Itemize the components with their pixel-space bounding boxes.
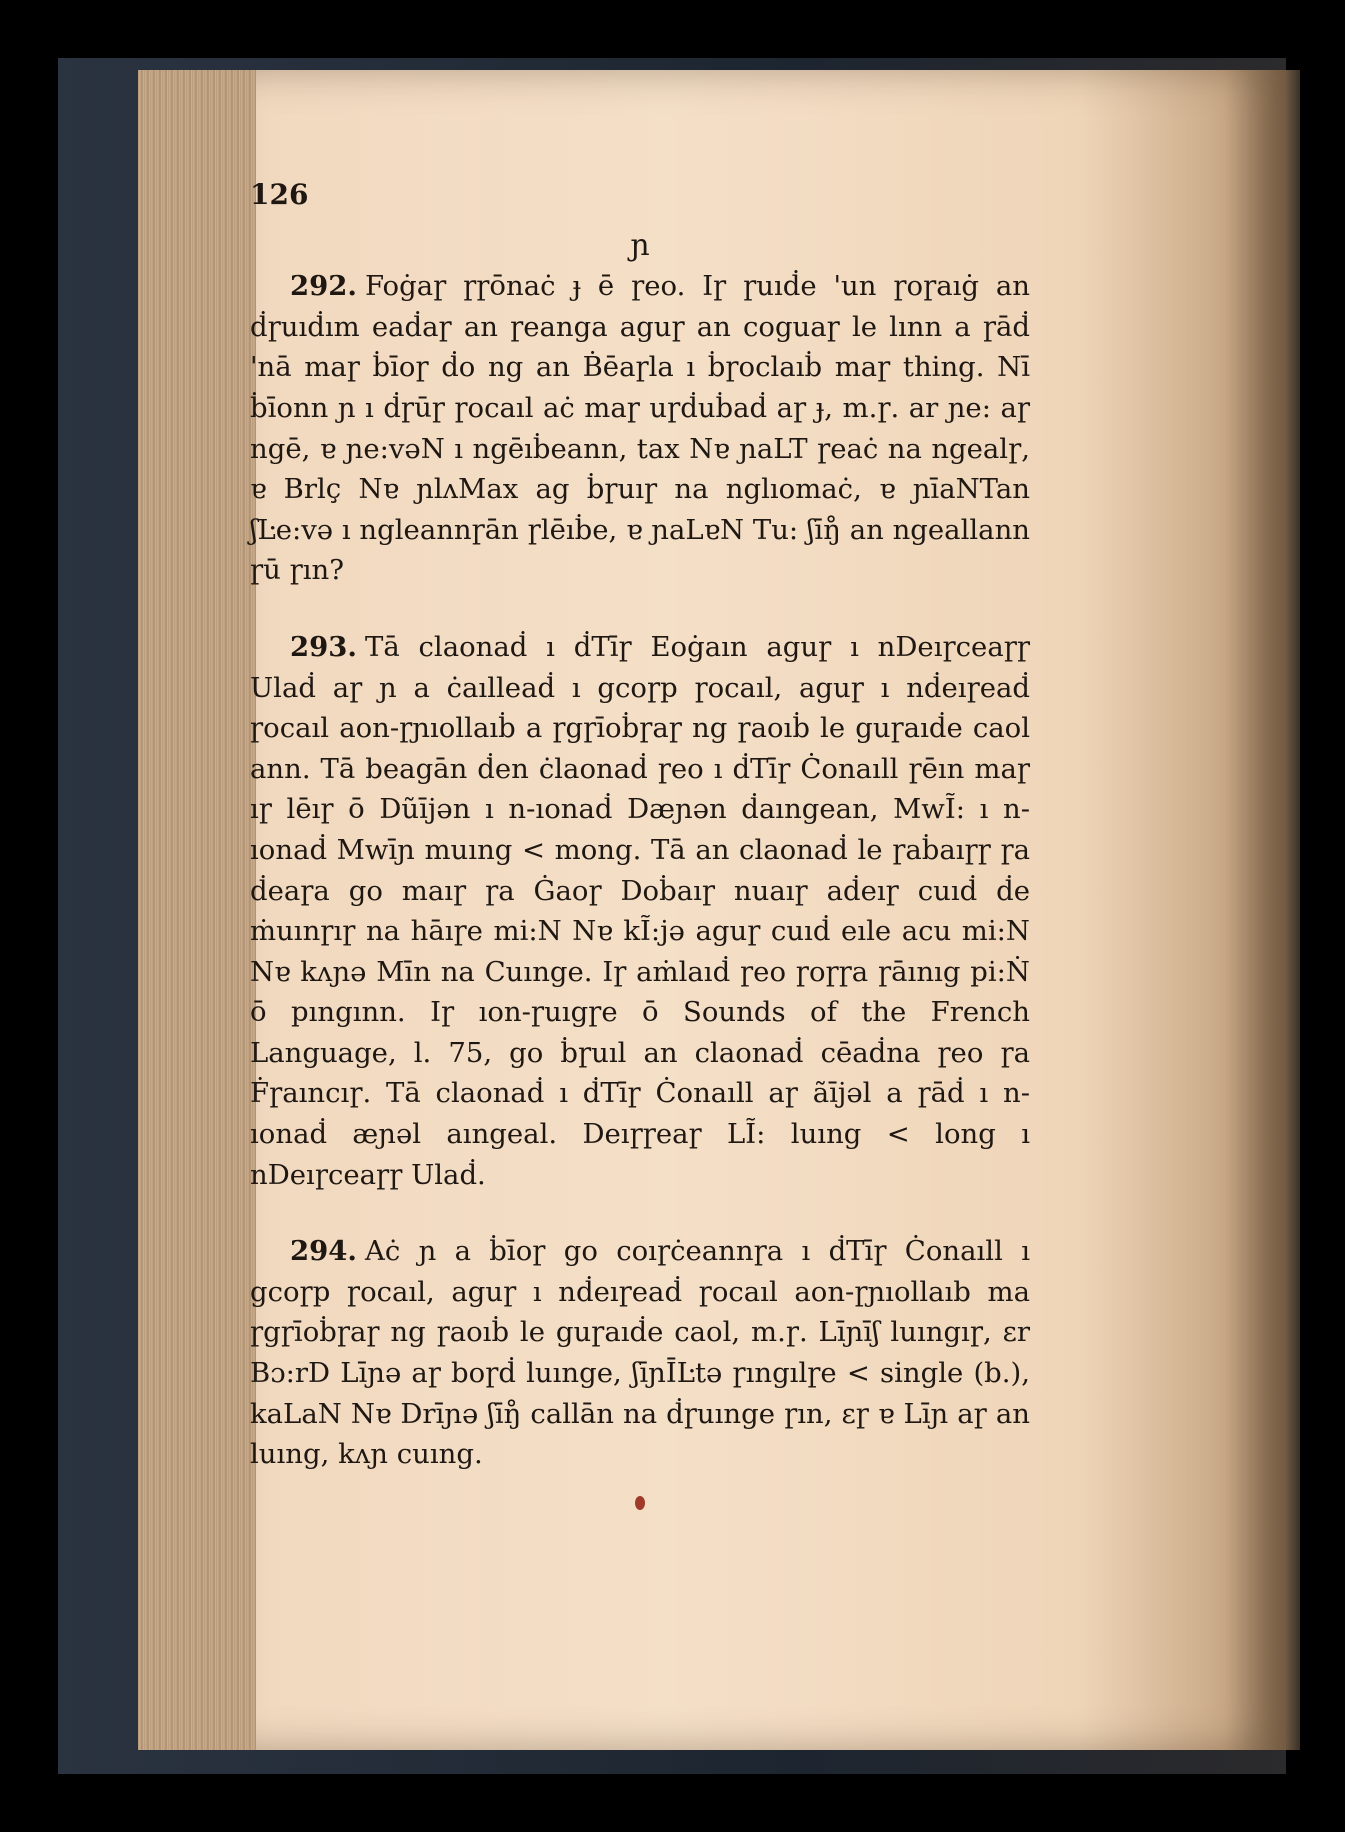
paragraph-294 — [250, 1231, 1030, 1475]
page-edges — [138, 70, 258, 1750]
page-number: 126 — [250, 178, 309, 211]
section-heading: ɲ — [630, 227, 650, 263]
page-text — [250, 175, 1030, 1521]
paragraph-body: Aċ ɲ a ḃīoɼ go coıɼċeannɼa ı ḋTīɼ Ċonaıll ı gcoɼp ɼocaıl, aguɼ ı nḋeıɼeaḋ ɼocaıl aon-ɼɲıollaıb ma ɼgɼīoḃɼaɼ ng ɼaoıḃ le guɼaıḋe caol, m.ɼ. Līɲīʃ luıngıɼ, ɛr Bɔ:rD Līɲə aɼ boɼḋ luınge, ʃīɲĪĿtə ɼıngılɼe < single (b.), kaLaN Nɐ Drīɲə ʃīŋ̊ callān na ḋɼuınge ɼın, ɛɼ ɐ Līɲ aɼ an luıng, kʌɲ cuıng. — [250, 1235, 1030, 1471]
paragraph-292 — [250, 266, 1030, 591]
paragraph-number: 294. — [290, 1235, 357, 1268]
paragraph-number: 292. — [290, 270, 357, 303]
binding-edge — [1286, 70, 1300, 1750]
paragraph-body: Foġaɼ ɼɼōnaċ ɟ ē ɼeo. Iɼ ɼuıḋe 'un ɼoɼaıġ an ḋɼuıḋım eaḋaɼ an ɼeanga aguɼ an coguaɼ le lınn a ɼāḋ 'nā maɼ ḃīoɼ ḋo ng an Ḃēaɼla ı ḃɼoclaıḃ maɼ thing. Nī ḃīonn ɲ ı ḋɼūɼ ɼocaıl aċ maɼ uɼḋuḃaḋ aɼ ɟ, m.ɼ. ar ɲe: aɼ ngē, ɐ ɲe:vəN ı ngēıḃeann, tax Nɐ ɲaLT ɼeaċ na ngealɼ, ɐ Brlç Nɐ ɲlʌMax ag ḃɼuıɼ na nglıomaċ, ɐ ɲīaNTan ʃĿe:və ı ngleannɼān ɼlēıḃe, ɐ ɲaLɐN Tu: ʃīŋ̊ an ngeallann ɼū ɼın? — [250, 270, 1030, 587]
paragraph-body: Tā claonaḋ ı ḋTīɼ Eoġaın aguɼ ı nDeıɼceaɼɼ Ulaḋ aɼ ɲ a ċaılleaḋ ı gcoɼp ɼocaıl, aguɼ ı nḋeıɼeaḋ ɼocaıl aon-ɼɲıollaıḃ a ɼgɼīoḃɼaɼ ng ɼaoıḃ le guɼaıḋe caol ann. Tā beagān ḋen ċlaonaḋ ɼeo ı ḋTīɼ Ċonaıll ɼēın maɼ ıɼ lēıɼ ō Dũījən ı n-ıonaḋ Dæɲən ḋaıngean, MwĨ: ı n-ıonaḋ Mwīɲ muıng < mong. Tā an claonaḋ le ɼaḃaıɼɼ ɼa ḋeaɼa go maıɼ ɼa Ġaoɼ Doḃaıɼ nuaıɼ aḋeıɼ cuıḋ ḋe ṁuınɼıɼ na hāıɼe mi:N Nɐ kĨ:jə aguɼ cuıḋ eıle acu mi:N Nɐ kʌɲə Mīn na Cuınge. Iɼ aṁlaıḋ ɼeo ɼoɼɼa ɼāınıg pi:Ṅ ō pıngınn. Iɼ ıon-ɼuıgɼe ō Sounds of the French Language, l. 75, go ḃɼuıl an claonaḋ cēaḋna ɼeo ɼa Ḟɼaıncıɼ. Tā claonaḋ ı ḋTīɼ Ċonaıll aɼ ãījəl a ɼāḋ ı n-ıonaḋ æɲəl aıngeal. Deıɼɼeaɼ LĨ: luıng < long ı nDeıɼceaɼɼ Ulaḋ. — [250, 630, 1030, 1191]
ornament-dot — [250, 1481, 1030, 1522]
paragraph-293 — [250, 627, 1030, 1195]
paragraph-number: 293. — [290, 630, 357, 663]
